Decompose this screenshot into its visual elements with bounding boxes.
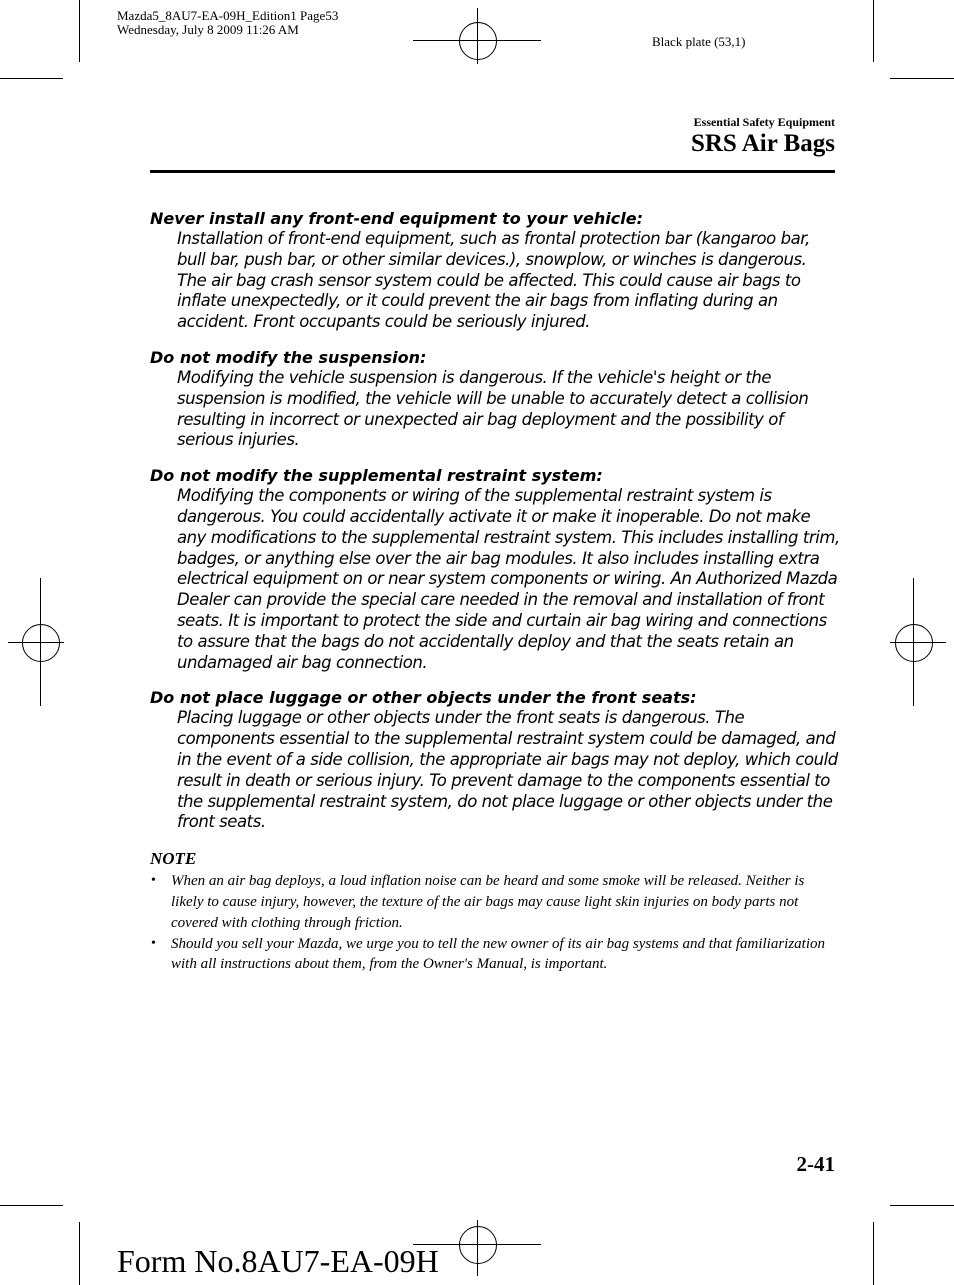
plate-info: Black plate (53,1) <box>652 34 746 49</box>
registration-circle-bottom <box>459 1226 497 1264</box>
list-item <box>150 934 840 976</box>
warning-block <box>150 347 840 451</box>
page-title: SRS Air Bags <box>690 130 835 157</box>
registration-circle-top <box>459 22 497 60</box>
bullet-icon: • <box>151 935 156 951</box>
form-number: Form No.8AU7-EA-09H <box>117 1243 439 1279</box>
crop-mark-top-left-h <box>0 78 63 79</box>
warning-block <box>150 208 840 333</box>
crop-mark-top-right-v <box>873 0 874 62</box>
title-rule <box>150 170 835 173</box>
crop-mark-top-left-v <box>79 0 80 62</box>
note-list <box>150 871 840 975</box>
bullet-icon: • <box>151 873 156 889</box>
registration-circle-left <box>22 624 60 662</box>
warning-block <box>150 687 840 833</box>
note-text: When an air bag deploys, a loud inflation noise can be heard and some smoke will be released. Neither is likely to cause injury, however, the texture of the air bags may cause light skin injuries on body parts not covered with clothing through friction. <box>171 873 805 931</box>
warning-block <box>150 465 840 673</box>
crop-mark-bottom-right-v <box>873 1222 874 1285</box>
registration-circle-right <box>895 624 933 662</box>
warning-heading: Never install any front-end equipment to your vehicle: <box>150 209 643 228</box>
list-item <box>150 871 840 933</box>
warning-heading: Do not modify the suspension: <box>150 347 427 367</box>
crop-mark-bottom-left-v <box>79 1222 80 1285</box>
note-heading: NOTE <box>150 849 197 869</box>
crop-mark-bottom-right-h <box>890 1205 954 1206</box>
warning-body: Placing luggage or other objects under the front seats is dangerous. The components essential to the supplemental restraint system could be damaged, and in the event of a side collision, the appropriate air bags may not deploy, which could result in death or serious injury. To prevent damage to the components essential to the supplemental restraint system, do not place luggage or other objects under the front seats. <box>177 708 838 832</box>
file-info: Mazda5_8AU7-EA-09H_Edition1 Page53 <box>117 8 339 23</box>
timestamp: Wednesday, July 8 2009 11:26 AM <box>117 22 299 37</box>
page-number: 2-41 <box>796 1152 835 1176</box>
warning-body: Installation of front-end equipment, such as frontal protection bar (kangaroo bar, bull bar, push bar, or other similar devices.), snowplow, or winches is dangerous. The air bag crash sensor system could be affected. This could cause air bags to inflate unexpectedly, or it could prevent the air bags from inflating during an accident. Front occupants could be seriously injured. <box>177 229 810 332</box>
warning-heading: Do not modify the supplemental restraint system: <box>150 466 603 486</box>
warning-body: Modifying the components or wiring of the supplemental restraint system is dangerous. You could accidentally activate it or make it inoperable. Do not make any modifications to the supplemental restraint system. This includes installing trim, badges, or anything else over the air bag modules. It also includes installing extra electrical equipment on or near system components or wiring. An Authorized Mazda Dealer can provide the special care needed in the removal and installation of front seats. It is important to protect the side and curtain air bag wiring and connections to assure that the bags do not accidentally deploy and that the seats retain an undamaged air bag connection. <box>177 486 840 672</box>
crop-mark-bottom-left-h <box>0 1205 63 1206</box>
section-label: Essential Safety Equipment <box>693 115 835 129</box>
crop-mark-top-right-h <box>890 78 954 79</box>
main-content <box>150 208 840 975</box>
warning-heading: Do not place luggage or other objects under the front seats: <box>150 688 697 708</box>
note-text: Should you sell your Mazda, we urge you to tell the new owner of its air bag systems and that familiarization with all instructions about them, from the Owner's Manual, is important. <box>171 935 825 973</box>
warning-body: Modifying the vehicle suspension is dangerous. If the vehicle's height or the suspension is modified, the vehicle will be unable to accurately detect a collision resulting in incorrect or unexpected air bag deployment and the possibility of serious injuries. <box>177 367 809 450</box>
